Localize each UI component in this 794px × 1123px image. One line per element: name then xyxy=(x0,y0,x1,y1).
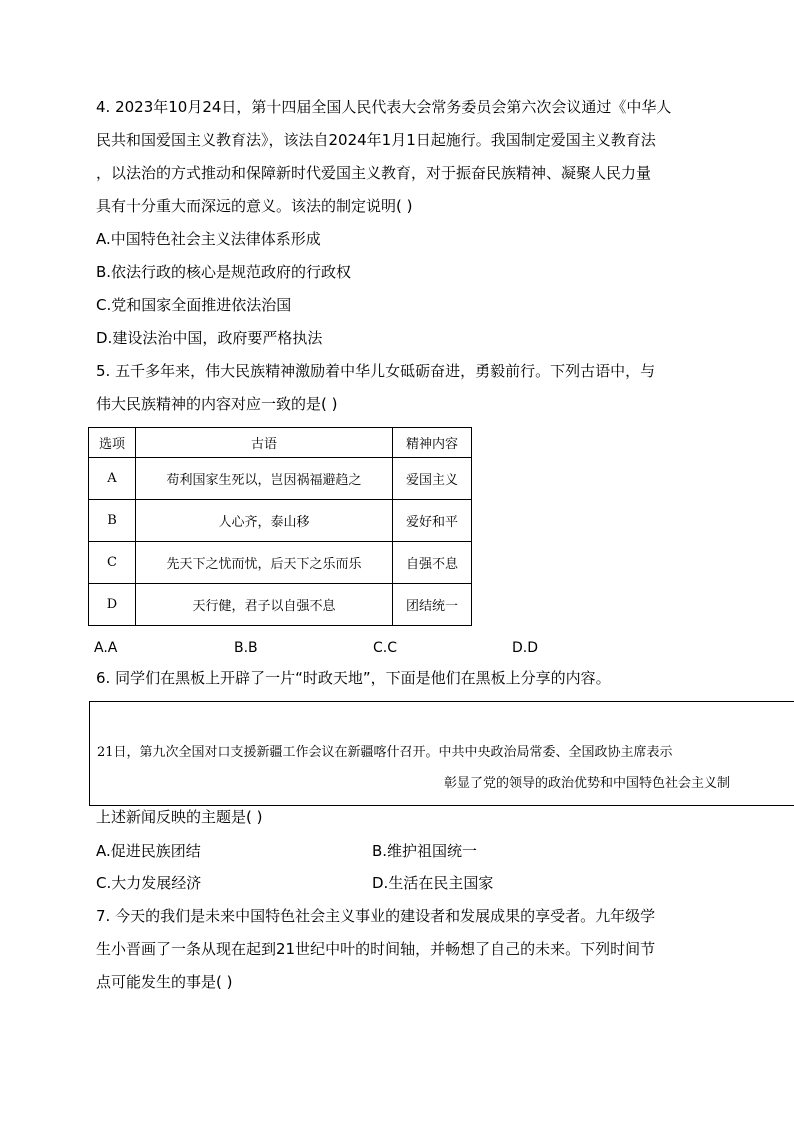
q4-stem-line: 4. 2023年10月24日，第十四届全国人民代表大会常务委员会第六次会议通过《中华人 xyxy=(96,98,672,116)
table-row xyxy=(89,542,472,584)
table-cell-spirit: 爱国主义 xyxy=(393,458,472,500)
q5-table xyxy=(88,427,472,626)
q7-stem-line: 生小晋画了一条从现在起到21世纪中叶的时间轴，并畅想了自己的未来。下列时间节 xyxy=(96,940,656,958)
table-cell-quote: 苟利国家生死以，岂因祸福避趋之 xyxy=(136,458,393,500)
q5-option-d: D.D xyxy=(512,640,539,656)
table-cell-spirit: 爱好和平 xyxy=(393,500,472,542)
q6-stem-line: 6. 同学们在黑板上开辟了一片“时政天地”，下面是他们在黑板上分享的内容。 xyxy=(96,669,611,687)
q7-stem-line: 7. 今天的我们是未来中国特色社会主义事业的建设者和发展成果的享受者。九年级学 xyxy=(96,907,656,925)
q5-option-b: B.B xyxy=(234,640,258,656)
table-cell-option: C xyxy=(89,542,136,584)
q4-stem-line: 民共和国爱国主义教育法》，该法自2024年1月1日起施行。我国制定爱国主义教育法 xyxy=(96,131,656,149)
q4-option-d: D.建设法治中国，政府要严格执法 xyxy=(96,329,323,347)
q4-option-a: A.中国特色社会主义法律体系形成 xyxy=(96,230,321,248)
table-cell-quote: 先天下之忧而忧，后天下之乐而乐 xyxy=(136,542,393,584)
q5-stem-line: 伟大民族精神的内容对应一致的是( ) xyxy=(96,395,338,413)
table-cell-option: A xyxy=(89,458,136,500)
q5-option-a: A.A xyxy=(94,640,118,656)
table-row xyxy=(89,500,472,542)
table-header-cell: 精神内容 xyxy=(393,428,472,458)
table-cell-quote: 人心齐，泰山移 xyxy=(136,500,393,542)
q4-stem-line: 具有十分重大而深远的意义。该法的制定说明( ) xyxy=(96,197,413,215)
q5-stem-line: 5. 五千多年来，伟大民族精神激励着中华儿女砥砺奋进，勇毅前行。下列古语中，与 xyxy=(96,362,656,380)
q6-question: 上述新闻反映的主题是( ) xyxy=(96,808,263,826)
q7-stem-line: 点可能发生的事是( ) xyxy=(96,973,233,991)
news-text-line: 彰显了党的领导的政治优势和中国特色社会主义制 xyxy=(444,776,731,791)
q6-option-c: C.大力发展经济 xyxy=(96,874,202,892)
table-header-row xyxy=(89,428,472,458)
table-cell-quote: 天行健，君子以自强不息 xyxy=(136,584,393,626)
q4-option-b: B.依法行政的核心是规范政府的行政权 xyxy=(96,263,352,281)
q5-option-c: C.C xyxy=(373,640,398,656)
table-cell-spirit: 团结统一 xyxy=(393,584,472,626)
table-cell-option: B xyxy=(89,500,136,542)
q4-option-c: C.党和国家全面推进依法治国 xyxy=(96,296,292,314)
table-header-cell: 古语 xyxy=(136,428,393,458)
table-row xyxy=(89,584,472,626)
q6-option-a: A.促进民族团结 xyxy=(96,842,201,860)
q6-option-b: B.维护祖国统一 xyxy=(372,842,478,860)
q4-stem-line: ，以法治的方式推动和保障新时代爱国主义教育，对于振奋民族精神、凝聚人民力量 xyxy=(96,164,652,182)
table-cell-spirit: 自强不息 xyxy=(393,542,472,584)
news-box xyxy=(89,701,794,806)
news-text-line: 21日，第九次全国对口支援新疆工作会议在新疆喀什召开。中共中央政治局常委、全国政协主席表示 xyxy=(97,745,673,760)
table-header-cell: 选项 xyxy=(89,428,136,458)
table-row xyxy=(89,458,472,500)
q6-option-d: D.生活在民主国家 xyxy=(372,874,494,892)
table-cell-option: D xyxy=(89,584,136,626)
